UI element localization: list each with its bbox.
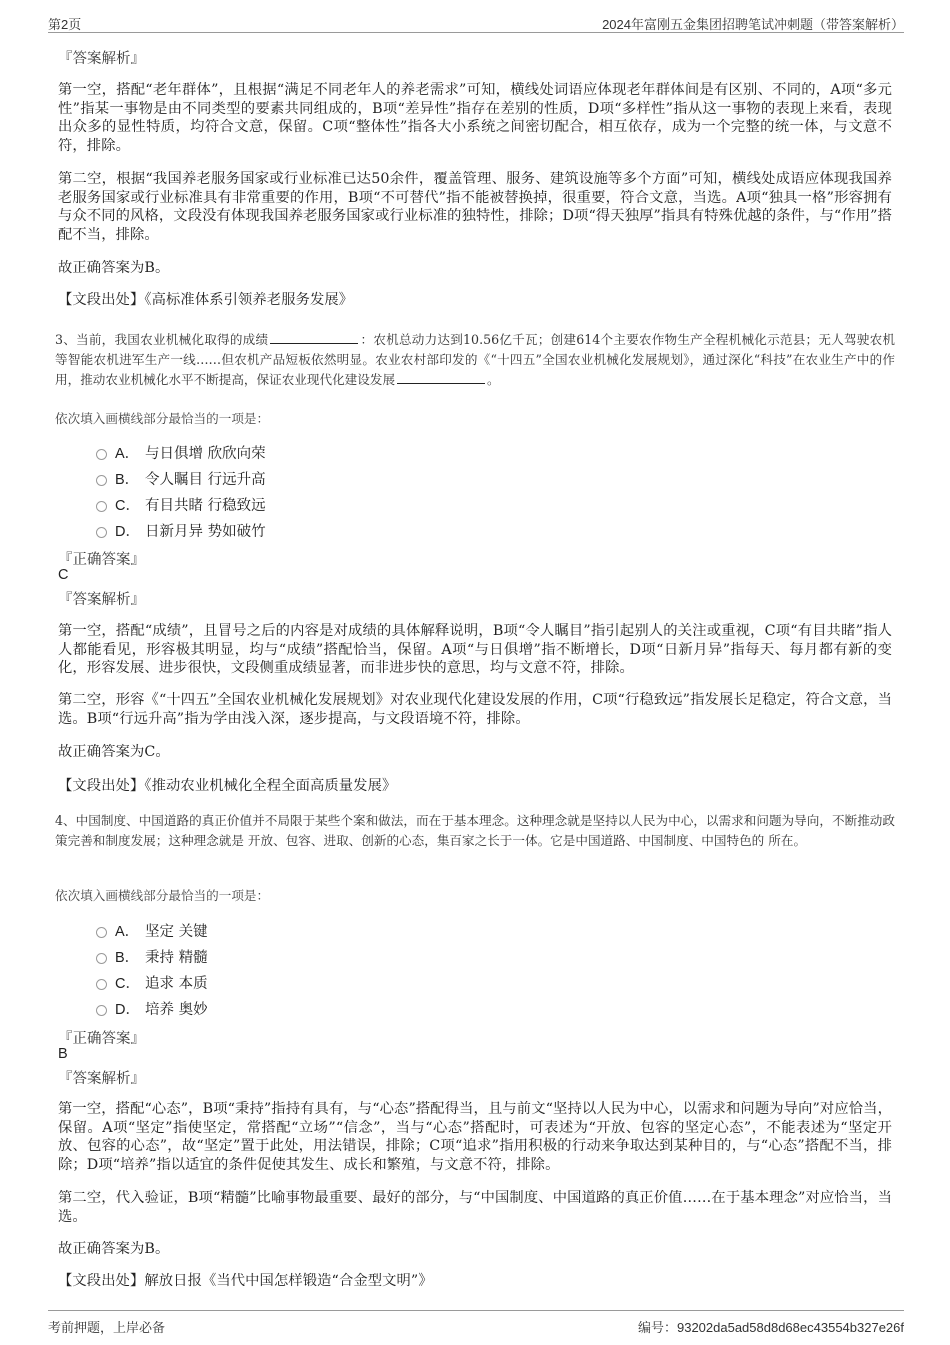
option-text: 令人瞩目 行远升高	[145, 472, 266, 488]
document-title: 2024年富刚五金集团招聘笔试冲刺题（带答案解析）	[602, 17, 904, 32]
radio-icon[interactable]	[96, 979, 107, 990]
option-text: 追求 本质	[145, 976, 208, 992]
page-header	[48, 10, 904, 33]
page-footer	[48, 1310, 904, 1335]
option-text: 有目共睹 行稳致远	[145, 498, 266, 514]
option-text: 坚定 关键	[145, 924, 208, 940]
q2-analysis-paragraph-2: 第二空，根据“我国养老服务国家或行业标准已达50余件，覆盖管理、服务、建筑设施等多个方面”可知，横线处成语应体现我国养老服务国家或行业标准具有非常重要的作用，B项“不可替代”指不能被替换掉，很重要，符合文意，当选。A项“独具一格”形容拥有与众不同的风格，文段没有体现我国养老服务国家或行业标准的独特性，排除；D项“得天独厚”指具有特殊优越的条件，与“作用”搭配不当，排除。	[58, 171, 892, 243]
q4-analysis-paragraph-1: 第一空，搭配“心态”，B项“秉持”指持有具有，与“心态”搭配得当，且与前文“坚持以人民为中心，以需求和问题为导向”对应恰当，保留。A项“坚定”指使坚定，常搭配“立场”“信念”，当与“心态”搭配时，可表述为“开放、包容的坚定心态”，不能表述为“坚定开放、包容的心态”，故“坚定”置于此处，用法错误，排除；C项“追求”指用积极的行动来争取达到某种目的，与“心态”搭配不当，排除；D项“培养”指以适宜的条件促使其发生、成长和繁殖，与文意不符，排除。	[58, 1101, 892, 1173]
document-code: 编号：93202da5ad58d8d68ec43554b327e26f	[637, 1320, 904, 1335]
radio-icon[interactable]	[96, 527, 107, 538]
option-letter: B．	[115, 950, 140, 966]
q2-analysis-paragraph-1: 第一空，搭配“老年群体”，且根据“满足不同老年人的养老需求”可知，横线处词语应体现老年群体间是有区别、不同的，A项“多元性”指某一事物是由不同类型的要素共同组成的，B项“差异性”指存在差别的性质，D项“多样性”指从这一事物的表现上来看，表现出众多的显性特质，均符合文意，保留。C项“整体性”指各大小系统之间密切配合，相互依存，成为一个完整的统一体，与文意不符，排除。	[58, 82, 892, 154]
correct-answer-label: 『正确答案』	[58, 1031, 145, 1047]
radio-icon[interactable]	[96, 1005, 107, 1016]
analysis-label: 『答案解析』	[58, 1071, 145, 1087]
q3-conclusion: 故正确答案为C。	[58, 744, 170, 760]
q4-prompt: 依次填入画横线部分最恰当的一项是：	[55, 888, 270, 903]
footer-slogan: 考前押题，上岸必备	[48, 1320, 166, 1335]
radio-icon[interactable]	[96, 501, 107, 512]
option-letter: D．	[115, 524, 140, 540]
option-text: 秉持 精髓	[145, 950, 208, 966]
analysis-label: 『答案解析』	[58, 51, 145, 67]
radio-icon[interactable]	[96, 449, 107, 460]
q3-analysis-paragraph-1: 第一空，搭配“成绩”，且冒号之后的内容是对成绩的具体解释说明，B项“令人瞩目”指引起别人的关注或重视，C项“有目共睹”指人人都能看见，形容极其明显，均与“成绩”搭配恰当，保留。A项“与日俱增”指不断增长，D项“日新月异”指每天、每月都有新的变化，形容发展、进步很快，文段侧重成绩显著，而非进步快的意思，均与文意不符，排除。	[58, 623, 892, 676]
q3-source: 【文段出处】《推动农业机械化全程全面高质量发展》	[58, 778, 397, 794]
q3-analysis-paragraph-2: 第二空，形容《“十四五”全国农业机械化发展规划》对农业现代化建设发展的作用，C项“行稳致远”指发展长足稳定，符合文意，当选。B项“行远升高”指为学由浅入深，逐步提高，与文段语境不符，排除。	[58, 692, 892, 727]
option-letter: C．	[115, 498, 140, 514]
correct-answer-label: 『正确答案』	[58, 552, 145, 568]
option-text: 培养 奥妙	[145, 1002, 208, 1018]
page-number: 第2页	[48, 17, 82, 32]
q3-prompt: 依次填入画横线部分最恰当的一项是：	[55, 411, 270, 426]
q4-analysis-paragraph-2: 第二空，代入验证，B项“精髓”比喻事物最重要、最好的部分，与“中国制度、中国道路的真正价值……在于基本理念”对应恰当，当选。	[58, 1190, 892, 1225]
radio-icon[interactable]	[96, 475, 107, 486]
q3-stem-part-1: 3、当前，我国农业机械化取得的成绩	[55, 332, 269, 347]
option-letter: A．	[115, 446, 140, 462]
radio-icon[interactable]	[96, 927, 107, 938]
analysis-label: 『答案解析』	[58, 592, 145, 608]
q3-stem-part-2: ：农机总动力达到10.56亿千瓦；创建614个主要农作物生产全程机械化示范县；无人驾驶农机等智能农机进军生产一线……但农机产品短板依然明显。农业农村部印发的《“十四五”全国农业机械化发展规划》，通过深化“科技”在农业生产中的作用，推动农业机械化水平不断提高，保证农业现代化建设发展	[55, 332, 896, 387]
q3-stem	[55, 330, 895, 390]
q2-source: 【文段出处】《高标准体系引领养老服务发展》	[58, 292, 354, 308]
q2-conclusion: 故正确答案为B。	[58, 260, 170, 276]
option-letter: B．	[115, 472, 140, 488]
option-text: 与日俱增 欣欣向荣	[145, 446, 266, 462]
q3-stem-part-3: 。	[487, 372, 500, 387]
option-letter: A．	[115, 924, 140, 940]
q4-stem: 4、中国制度、中国道路的真正价值并不局限于某些个案和做法，而在于基本理念。这种理念就是坚持以人民为中心，以需求和问题为导向，不断推动政策完善和制度发展；这种理念就是 开放、包容、进取、创新的心态，集百家之长于一体。它是中国道路、中国制度、中国特色的 所在。	[55, 813, 895, 848]
radio-icon[interactable]	[96, 953, 107, 964]
option-letter: D．	[115, 1002, 140, 1018]
option-text: 日新月异 势如破竹	[145, 524, 266, 540]
option-letter: C．	[115, 976, 140, 992]
q4-answer: B	[58, 1046, 68, 1062]
answer-blank-2	[397, 371, 485, 384]
answer-blank-1	[270, 331, 358, 344]
q4-source: 【文段出处】解放日报《当代中国怎样锻造“合金型文明”》	[58, 1273, 433, 1289]
q3-answer: C	[58, 567, 69, 583]
q4-conclusion: 故正确答案为B。	[58, 1241, 170, 1257]
